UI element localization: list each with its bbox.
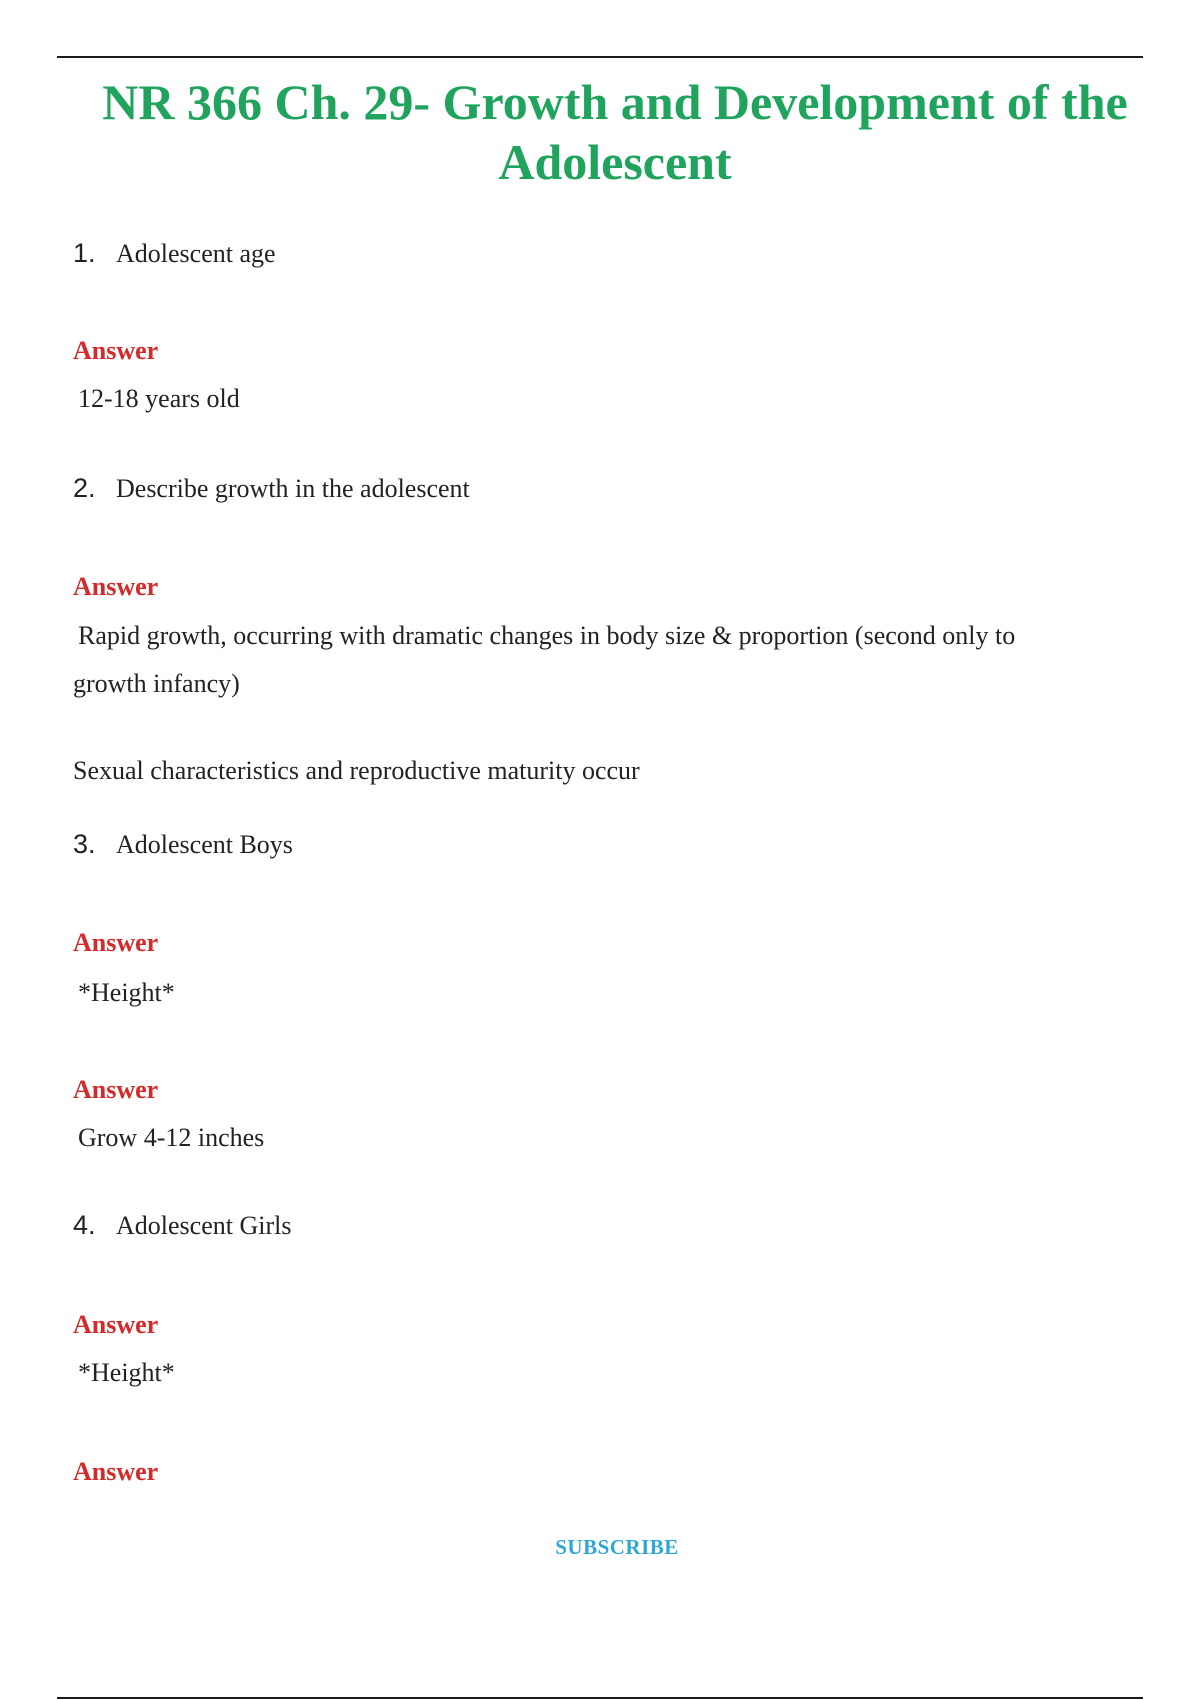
question-3-text: Adolescent Boys [116, 830, 293, 859]
answer-1-text: 12-18 years old [78, 384, 240, 413]
subscribe-link[interactable]: SUBSCRIBE [555, 1535, 679, 1559]
question-3 [73, 827, 293, 862]
answer-label-4a: Answer [73, 1310, 159, 1339]
answer-3a-text: *Height* [78, 978, 175, 1007]
question-4-text: Adolescent Girls [116, 1211, 292, 1240]
answer-2-text: Rapid growth, occurring with dramatic changes in body size & proportion (second only to growth infancy) [73, 621, 1016, 698]
bottom-divider [57, 1697, 1143, 1699]
document-title: NR 366 Ch. 29- Growth and Development of the Adolescent [102, 74, 1128, 190]
question-2-text: Describe growth in the adolescent [116, 474, 470, 503]
question-3-number: 3. [73, 829, 96, 859]
answer-label-2: Answer [73, 572, 159, 601]
answer-label-4b: Answer [73, 1457, 159, 1486]
question-4 [73, 1208, 291, 1243]
question-1 [73, 236, 276, 271]
question-2-number: 2. [73, 473, 96, 503]
question-2-extra-text: Sexual characteristics and reproductive maturity occur [73, 756, 640, 785]
question-1-text: Adolescent age [116, 239, 276, 268]
answer-3b-text: Grow 4-12 inches [78, 1123, 265, 1152]
question-2 [73, 471, 470, 506]
answer-label-3b: Answer [73, 1075, 159, 1104]
question-1-number: 1. [73, 238, 96, 268]
answer-label-3a: Answer [73, 928, 159, 957]
question-4-number: 4. [73, 1210, 96, 1240]
answer-label-1: Answer [73, 336, 159, 365]
top-divider [57, 56, 1143, 58]
answer-4a-text: *Height* [78, 1358, 175, 1387]
